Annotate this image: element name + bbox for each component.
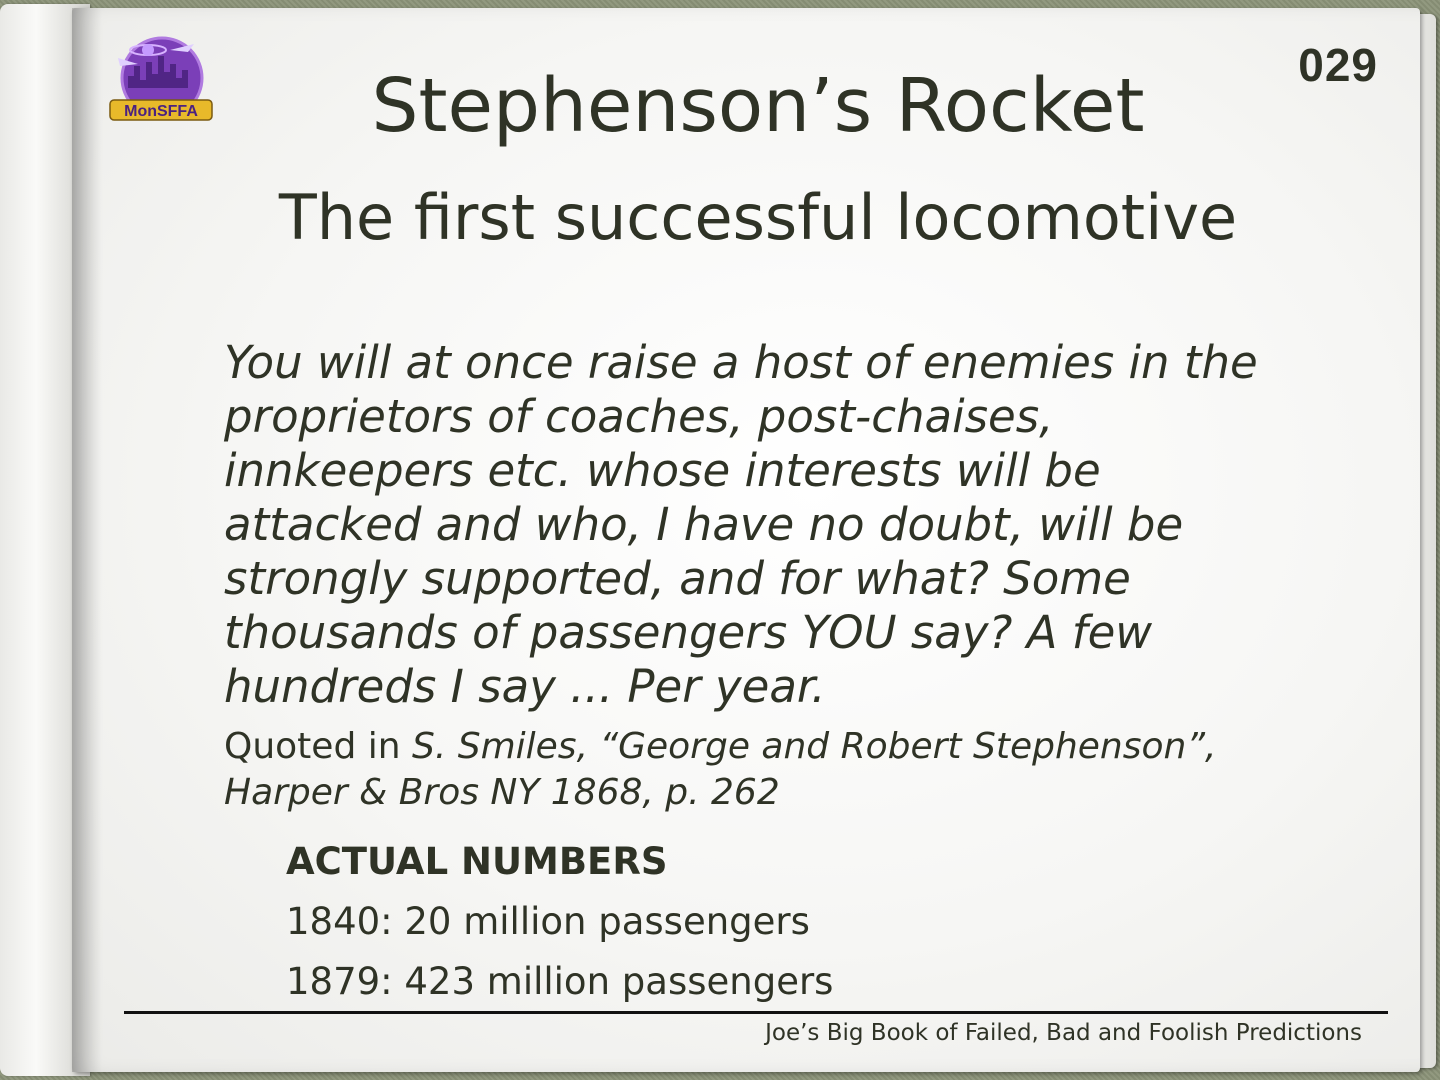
slide-title: Stephenson’s Rocket bbox=[371, 63, 1145, 149]
quote-line: innkeepers etc. whose interests will be bbox=[224, 444, 1101, 497]
quote-line: hundreds I say ... Per year. bbox=[224, 660, 826, 713]
quote-line: strongly supported, and for what? Some bbox=[224, 552, 1131, 605]
actual-numbers-row: 1879: 423 million passengers bbox=[286, 960, 834, 1003]
quote-line: You will at once raise a host of enemies in the bbox=[224, 336, 1258, 389]
quote-line: thousands of passengers YOU say? A few bbox=[224, 606, 1153, 659]
footer-divider bbox=[124, 1011, 1388, 1014]
footer-text: Joe’s Big Book of Failed, Bad and Foolish Predictions bbox=[765, 1020, 1362, 1046]
spine-shadow bbox=[72, 8, 102, 1072]
quote-line: proprietors of coaches, post-chaises, bbox=[224, 390, 1054, 443]
quote-line: attacked and who, I have no doubt, will be bbox=[224, 498, 1184, 551]
quote-block bbox=[224, 336, 1324, 714]
actual-numbers-row: 1840: 20 million passengers bbox=[286, 900, 810, 943]
slide-number: 029 bbox=[1298, 39, 1378, 91]
actual-numbers bbox=[286, 832, 833, 1012]
citation-source: S. Smiles, “George and Robert Stephenson”, bbox=[412, 726, 1217, 767]
citation-prefix: Quoted in bbox=[224, 726, 412, 767]
slide-subtitle: The first successful locomotive bbox=[278, 181, 1238, 254]
citation-publisher: Harper & Bros NY 1868, p. 262 bbox=[224, 772, 780, 813]
logo-text: MonSFFA bbox=[124, 103, 198, 120]
citation bbox=[224, 724, 1344, 816]
actual-numbers-heading: ACTUAL NUMBERS bbox=[286, 840, 668, 883]
